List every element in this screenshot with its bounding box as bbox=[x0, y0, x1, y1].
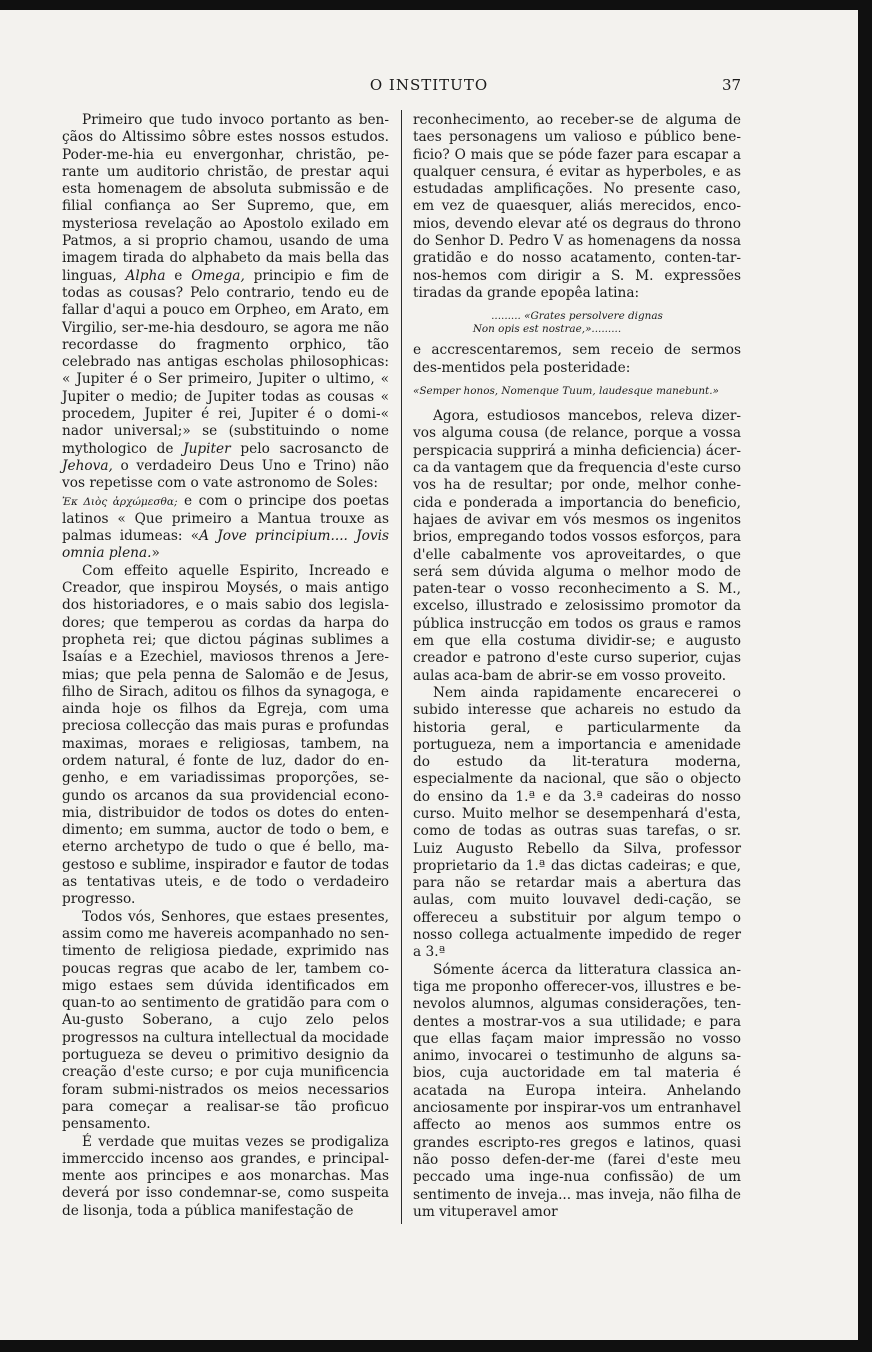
paragraph: Ἐκ Διὸς ἀρχώμεσθα; e com o principe dos poetas latinos « Que primeiro a Mantua trouxe as palmas idumeas: «A Jove principium.... Jovis omnia plena.» bbox=[62, 492, 389, 562]
verse-line: Non opis est nostrae,»......... bbox=[472, 323, 622, 336]
paragraph: Sómente ácerca da litteratura classica an-tiga me proponho offerecer-vos, illustres e be-nevolos alumnos, algumas considerações, ten-dentes a mostrar-vos a sua utilidade; e para que ellas façam maior impressão no vosso animo, invocarei o testimunho de alguns sa-bios, cuja auctoridade em tal materia é acatada na Europa inteira. Anhelando anciosamente por inspirar-vos um entranhavel affecto ao menos aos summos entre os grandes escripto-res gregos e latinos, quasi não posso defen-der-me (farei d'este meu peccado uma inge-nua confissão) de um sentimento de inveja... mas inveja, não filha de um vituperavel amor bbox=[413, 961, 741, 1220]
verse-quote bbox=[413, 310, 741, 336]
right-column bbox=[413, 112, 741, 1221]
verse-line: ......... «Grates persolvere dignas bbox=[491, 310, 663, 323]
paragraph: Agora, estudiosos mancebos, releva dizer-vos alguma cousa (de relance, porque a vossa perspicacia supprirá a minha deficiencia) ácer-ca da vantagem que da frequencia d'este curso vos ha de resultar; por onde, melhor conhe-cida e ponderada a importancia do beneficio, hajaes de avivar em vós mesmos os ingenitos brios, empregando todos vossos esforços, para d'elle cabalmente vos aproveitardes, o que será sem dúvida alguma o melhor modo de paten-tear o vosso reconhecimento a S. M., excelso, illustrado e zelosissimo promotor da pública instrucção em todos os graus e ramos em que ella costuma dividir-se; e augusto creador e patrono d'este curso superior, cujas aulas aca-bam de abrir-se em vosso proveito. bbox=[413, 408, 741, 684]
left-column bbox=[62, 112, 389, 1220]
paragraph: Nem ainda rapidamente encarecerei o subido interesse que achareis no estudo da historia geral, e particularmente da portugueza, nem a importancia e amenidade do estudo da lit-teratura moderna, especialmente da nacional, que são o objecto do ensino da 1.ª e da 3.ª cadeiras do nosso curso. Muito melhor se desempenhará d'esta, como de todas as outras suas tarefas, o sr. Luiz Augusto Rebello da Silva, professor proprietario da 1.ª das dictas cadeiras; e que, para não se retardar mais a abertura das aulas, com muito louvavel dedi-cação, se offereceu a substituir por algum tempo o nosso collega actualmente impedido de reger a 3.ª bbox=[413, 684, 741, 961]
paragraph: Com effeito aquelle Espirito, Increado e Creador, que inspirou Moysés, o mais antigo dos historiadores, e o mais sabio dos legisla-dores; que temperou as cordas da harpa do propheta rei; que dictou páginas sublimes a Isaías e a Ezechiel, maviosos threnos a Jere-mias; que pela penna de Salomão e de Jesus, filho de Sirach, aditou os filhos da synagoga, e ainda hoje os filhos da Egreja, com uma preciosa collecção das mais puras e profundas maximas, moraes e religiosas, tambem, na ordem natural, é fonte de luz, dador do en-genho, e em variadissimas proporções, se-gundo os arcanos da sua providencial econo-mia, distribuidor de todos os dotes do enten-dimento; em summa, auctor de todo o bem, e eterno archetypo de tudo o que é bello, ma-gestoso e sublime, inspirador e fautor de todas as tentativas uteis, e de todo o verdadeiro progresso. bbox=[62, 562, 389, 908]
paragraph: Todos vós, Senhores, que estaes presentes, assim como me havereis acompanhado no sen-timento de religiosa piedade, exprimido nas poucas regras que acabo de ler, tambem co-migo estaes sem dúvida identificados em quan-to ao sentimento de gratidão para com o Au-gusto Soberano, a cujo zelo pelos progressos na cultura intellectual da mocidade portugueza se deveu o primitivo designio da creação d'este curso; e por cuja munificencia foram submi-nistrados os meios necessarios para começar a realisar-se tão proficuo pensamento. bbox=[62, 908, 390, 1133]
paragraph: e accrescentaremos, sem receio de sermos des-mentidos pela posteridade: bbox=[413, 342, 741, 376]
page-number: 37 bbox=[722, 76, 742, 94]
column-rule bbox=[401, 110, 402, 1224]
running-title: O INSTITUTO bbox=[369, 76, 489, 94]
latin-quote: A Jove principium.... Jovis omnia plena. bbox=[62, 528, 389, 562]
motto-quote: «Semper honos, Nomenque Tuum, laudesque manebunt.» bbox=[413, 384, 719, 397]
paragraph: reconhecimento, ao receber-se de alguma de taes personagens um valioso e público bene-ficio? O mais que se póde fazer para escapar a qualquer censura, é evitar as hyperboles, e as estudadas amplificações. No presente caso, em vez de quaesquer, aliás merecidos, enco-mios, devendo elevar até os degraus do throno do Senhor D. Pedro V as homenagens da nossa gratidão e do nosso acatamento, conten-tar-nos-hemos com dirigir a S. M. expressões tiradas da grande epopêa latina: bbox=[413, 112, 741, 301]
paragraph: É verdade que muitas vezes se prodigaliza immerccido incenso aos grandes, e principal-mente aos principes e aos monarchas. Mas deverá por isso condemnar-se, como suspeita de lisonja, toda a pública manifestação de bbox=[62, 1133, 389, 1219]
paragraph: Primeiro que tudo invoco portanto as ben-çãos do Altissimo sôbre estes nossos estudos. Poder-me-hia eu envergonhar, christão, pe-rante um auditorio christão, de prestar aqui esta homenagem de absoluta submissão e de filial confiança ao Ser Supremo, que, em mysteriosa revelação ao Apostolo exilado em Patmos, a si proprio chamou, usando de uma imagem tirada do alphabeto da mais bella das linguas, Alpha e Omega, principio e fim de todas as cousas? Pelo contrario, tendo eu de fallar d'aqui a pouco em Orpheo, em Arato, em Virgilio, ser-me-hia desdouro, se agora me não recordasse do fragmento orphico, tão celebrado nas antigas escholas philosophicas: « Jupiter é o Ser primeiro, Jupiter o ultimo, « Jupiter o medio; de Jupiter todas as cousas « procedem, Jupiter é rei, Jupiter é o domi-« nador universal;» se (substituindo o nome mythologico de Jupiter pelo sacrosancto de Jehova, o verdadeiro Deus Uno e Trino) não vos repetisse com o vate astronomo de Soles: bbox=[62, 112, 390, 492]
greek-quote: Ἐκ Διὸς ἀρχώμεσθα; bbox=[62, 495, 178, 508]
book-page bbox=[0, 10, 858, 1340]
